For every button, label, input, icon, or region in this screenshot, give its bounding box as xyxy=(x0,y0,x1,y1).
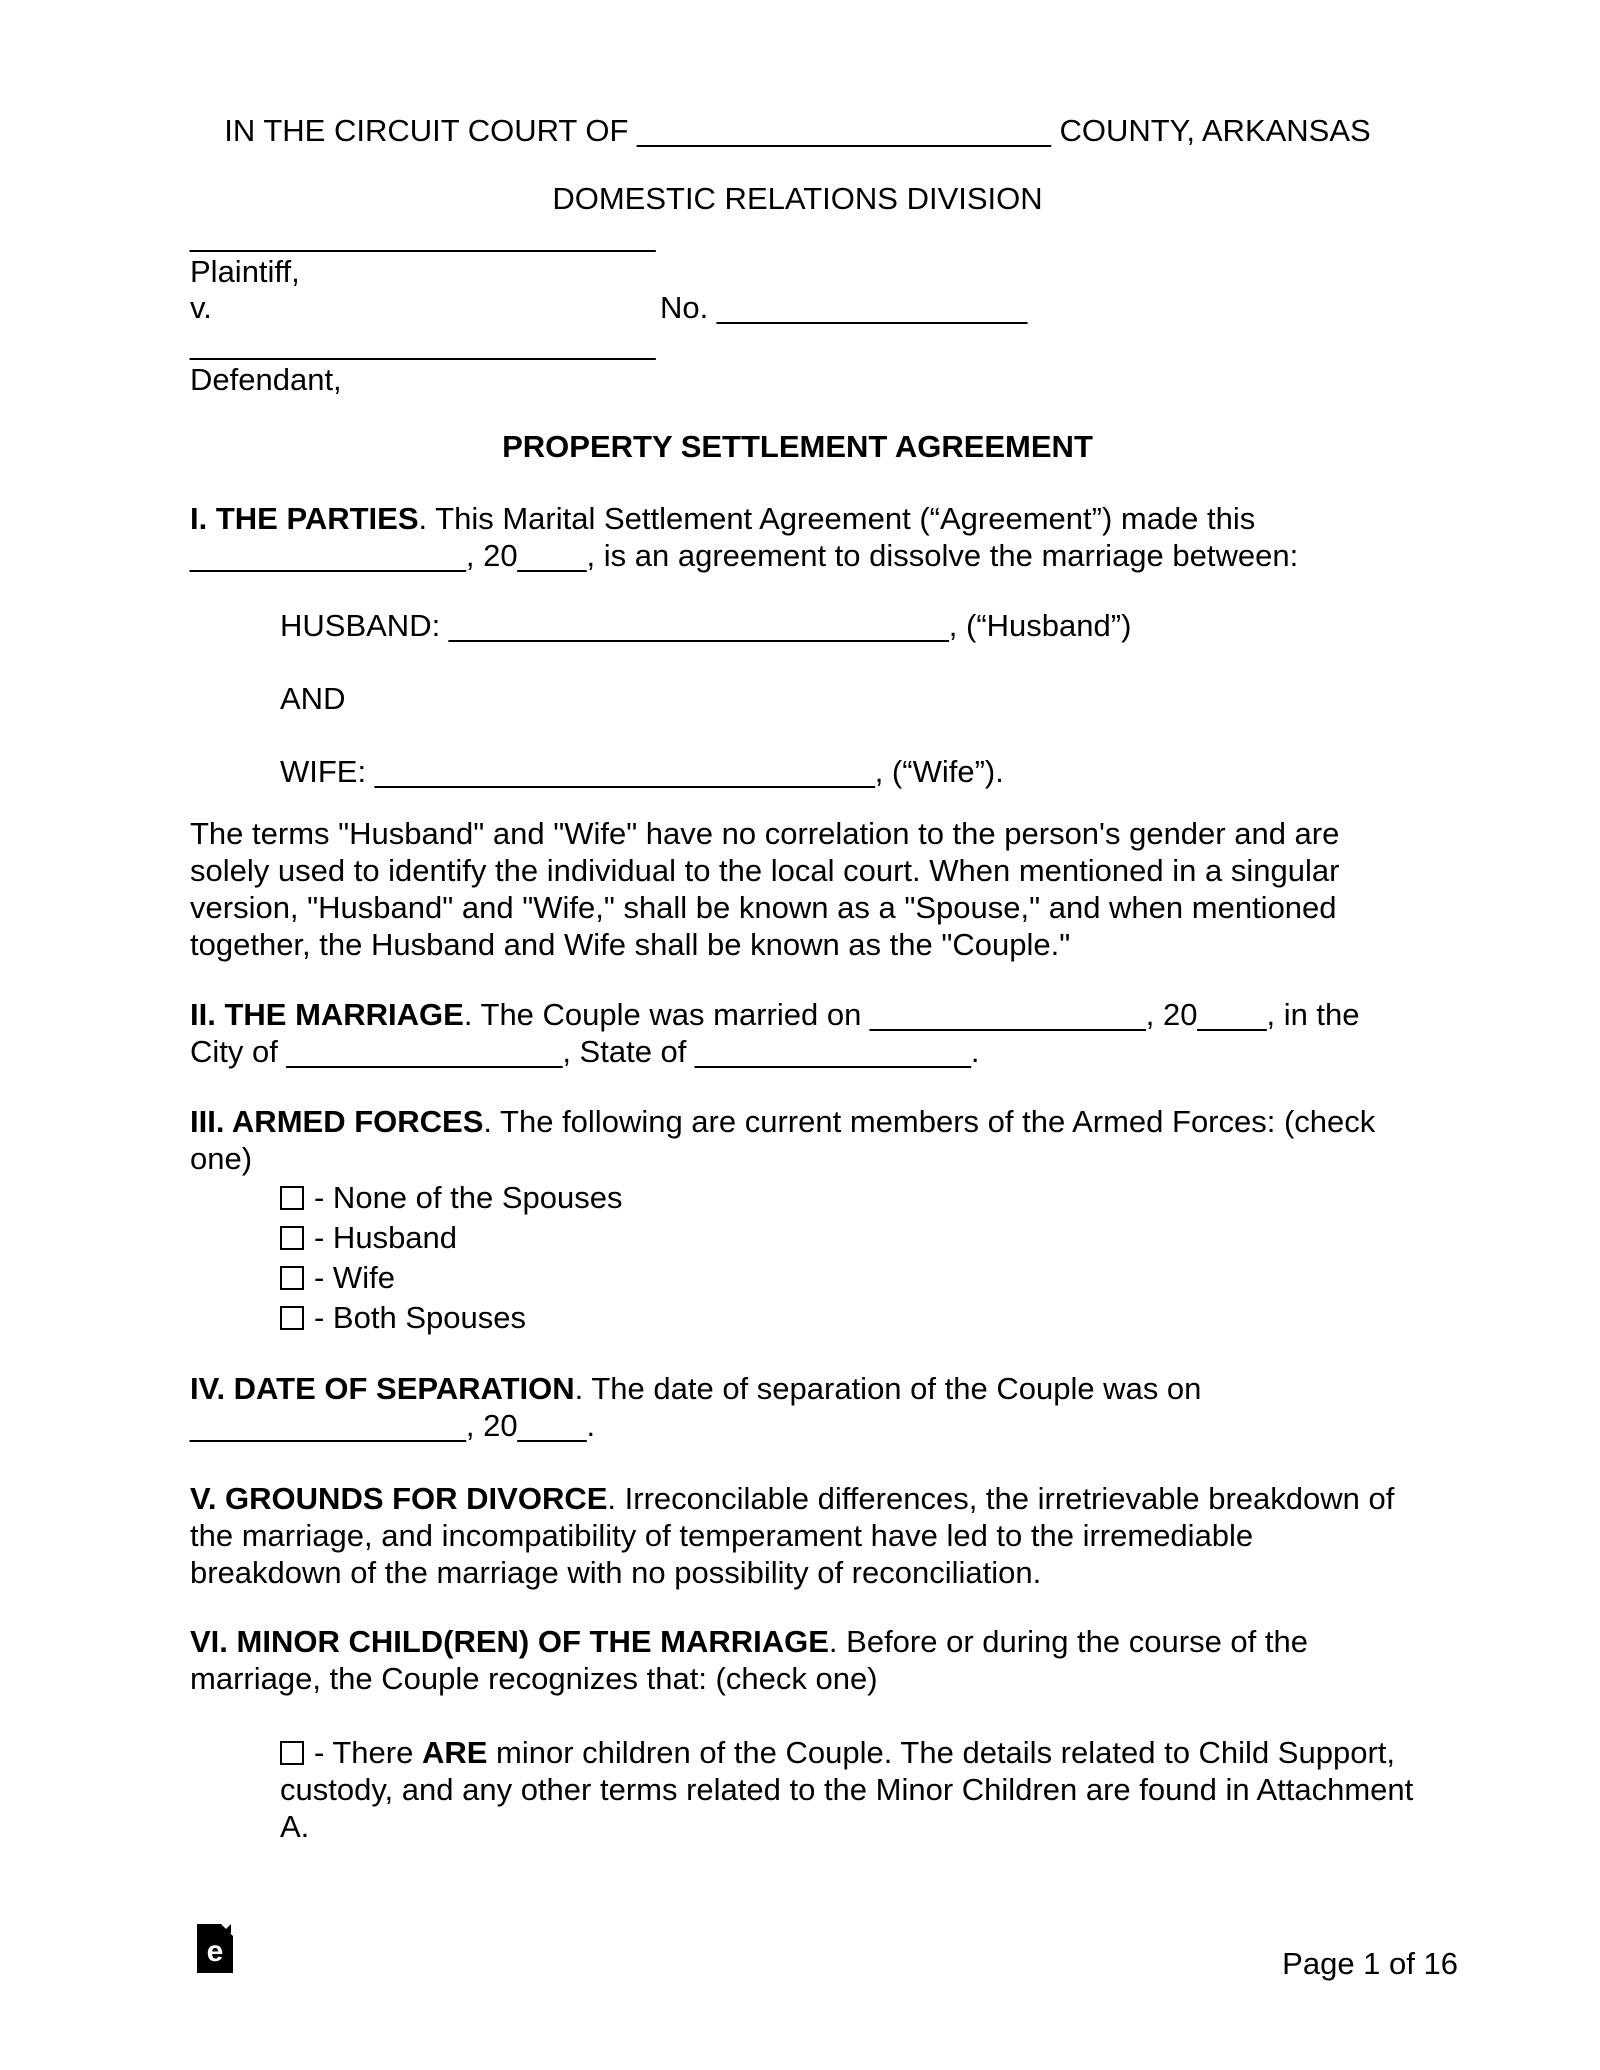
section-marriage-text-1: . The Couple was married on xyxy=(463,997,870,1032)
wife-name-blank-field[interactable]: _____________________________ xyxy=(374,754,875,789)
checkbox-children-are[interactable] xyxy=(280,1741,304,1765)
case-caption xyxy=(190,218,1290,398)
armed-forces-option-both-label: - Both Spouses xyxy=(314,1300,526,1335)
agreement-year-blank-field[interactable]: ____ xyxy=(517,538,587,573)
section-marriage-text-5: . xyxy=(970,1034,980,1069)
marriage-city-blank-field[interactable]: ________________ xyxy=(286,1034,563,1069)
section-marriage-text-4: , State of xyxy=(562,1034,696,1069)
terms-paragraph: The terms "Husband" and "Wife" have no correlation to the person's gender and are solely used to identify the individual to the local court. When mentioned in a singular version, "Husband" and "Wife," shall be known as a "Spouse," and when mentioned together, the Husband and Wife shall be known as the "Couple." xyxy=(190,816,1340,962)
plaintiff-label: Plaintiff, xyxy=(190,254,300,289)
versus-label: v. xyxy=(190,290,212,325)
page-fold-flap-icon xyxy=(222,1924,231,1933)
children-option-are-text-2: minor children of the Couple. The details related to Child Support, custody, and any other terms related to the Minor Children are found in Attachment A. xyxy=(280,1735,1414,1844)
husband-line xyxy=(280,607,1430,644)
section-armed-forces xyxy=(190,1103,1405,1177)
section-parties-text-1: . This Marital Settlement Agreement (“Agreement”) made this xyxy=(418,501,1256,536)
wife-label: WIFE: xyxy=(280,754,375,789)
defendant-label: Defendant, xyxy=(190,362,342,397)
separation-date-blank-field[interactable]: ________________ xyxy=(190,1408,466,1443)
wife-suffix: , (“Wife”). xyxy=(874,754,1004,789)
section-children xyxy=(190,1623,1405,1697)
agreement-date-blank-field[interactable]: ________________ xyxy=(190,538,466,573)
plaintiff-name-blank-field[interactable]: ___________________________ xyxy=(190,218,656,253)
court-header-prefix: IN THE CIRCUIT COURT OF xyxy=(224,113,638,148)
section-separation xyxy=(190,1370,1405,1444)
versus-line xyxy=(190,290,1290,326)
court-header-suffix: COUNTY, ARKANSAS xyxy=(1050,113,1371,148)
section-children-heading: VI. MINOR CHILD(REN) OF THE MARRIAGE xyxy=(190,1624,829,1659)
armed-forces-option-both xyxy=(280,1298,1430,1338)
section-grounds-heading: V. GROUNDS FOR DIVORCE xyxy=(190,1481,608,1516)
husband-suffix: , (“Husband”) xyxy=(948,608,1132,643)
document-title: PROPERTY SETTLEMENT AGREEMENT xyxy=(502,429,1093,464)
case-number-group xyxy=(660,290,1027,326)
section-separation-text-2: , 20 xyxy=(465,1408,518,1443)
section-armed-forces-text: . The following are current members of the Armed Forces: (check one) xyxy=(190,1104,1376,1176)
section-marriage-text-3: , in the City of xyxy=(190,997,1360,1069)
checkbox-both-spouses[interactable] xyxy=(280,1306,304,1330)
eforms-logo-letter: e xyxy=(206,1935,224,1968)
court-header-line xyxy=(190,112,1405,149)
armed-forces-option-none-label: - None of the Spouses xyxy=(314,1180,623,1215)
defendant-name-line xyxy=(190,326,1290,362)
section-marriage xyxy=(190,996,1405,1070)
children-option-are xyxy=(280,1734,1430,1845)
section-parties-text-2: , 20 xyxy=(465,538,518,573)
armed-forces-option-husband-label: - Husband xyxy=(314,1220,458,1255)
children-option-are-bold: ARE xyxy=(421,1735,488,1770)
section-parties xyxy=(190,500,1405,574)
wife-line xyxy=(280,753,1430,790)
checkbox-wife[interactable] xyxy=(280,1266,304,1290)
marriage-date-blank-field[interactable]: ________________ xyxy=(869,997,1146,1032)
section-separation-text-3: . xyxy=(586,1408,596,1443)
checkbox-husband[interactable] xyxy=(280,1226,304,1250)
husband-name-blank-field[interactable]: _____________________________ xyxy=(448,608,949,643)
armed-forces-options xyxy=(280,1178,1430,1338)
children-option-are-text-1: - There xyxy=(314,1735,422,1770)
case-number-label: No. xyxy=(660,290,717,325)
section-parties-heading: I. THE PARTIES xyxy=(190,501,419,536)
page-number: Page 1 of 16 xyxy=(1282,1946,1458,1981)
husband-label: HUSBAND: xyxy=(280,608,449,643)
case-number-blank-field[interactable]: __________________ xyxy=(716,290,1028,325)
defendant-name-blank-field[interactable]: ___________________________ xyxy=(190,326,656,361)
section-parties-text-3: , is an agreement to dissolve the marriage between: xyxy=(586,538,1299,573)
county-blank-field[interactable]: ________________________ xyxy=(637,113,1051,148)
marriage-year-blank-field[interactable]: ____ xyxy=(1197,997,1267,1032)
armed-forces-option-none xyxy=(280,1178,1430,1218)
plaintiff-name-line xyxy=(190,218,1290,254)
section-armed-forces-heading: III. ARMED FORCES xyxy=(190,1104,484,1139)
and-label: AND xyxy=(280,681,346,716)
marriage-state-blank-field[interactable]: ________________ xyxy=(695,1034,971,1069)
armed-forces-option-wife xyxy=(280,1258,1430,1298)
checkbox-none-of-the-spouses[interactable] xyxy=(280,1186,304,1210)
division-line: DOMESTIC RELATIONS DIVISION xyxy=(552,181,1043,216)
armed-forces-option-husband xyxy=(280,1218,1430,1258)
section-grounds xyxy=(190,1480,1405,1591)
section-children-text: . Before or during the course of the marriage, the Couple recognizes that: (check one) xyxy=(190,1624,1308,1696)
section-grounds-text: . Irreconcilable differences, the irretrievable breakdown of the marriage, and incompatibility of temperament have led to the irremediable breakdown of the marriage with no possibility of reconciliation. xyxy=(190,1481,1395,1590)
section-marriage-heading: II. THE MARRIAGE xyxy=(190,997,464,1032)
armed-forces-option-wife-label: - Wife xyxy=(314,1260,395,1295)
separation-year-blank-field[interactable]: ____ xyxy=(517,1408,587,1443)
section-separation-heading: IV. DATE OF SEPARATION xyxy=(190,1371,575,1406)
section-marriage-text-2: , 20 xyxy=(1145,997,1198,1032)
section-separation-text-1: . The date of separation of the Couple was on xyxy=(574,1371,1202,1406)
